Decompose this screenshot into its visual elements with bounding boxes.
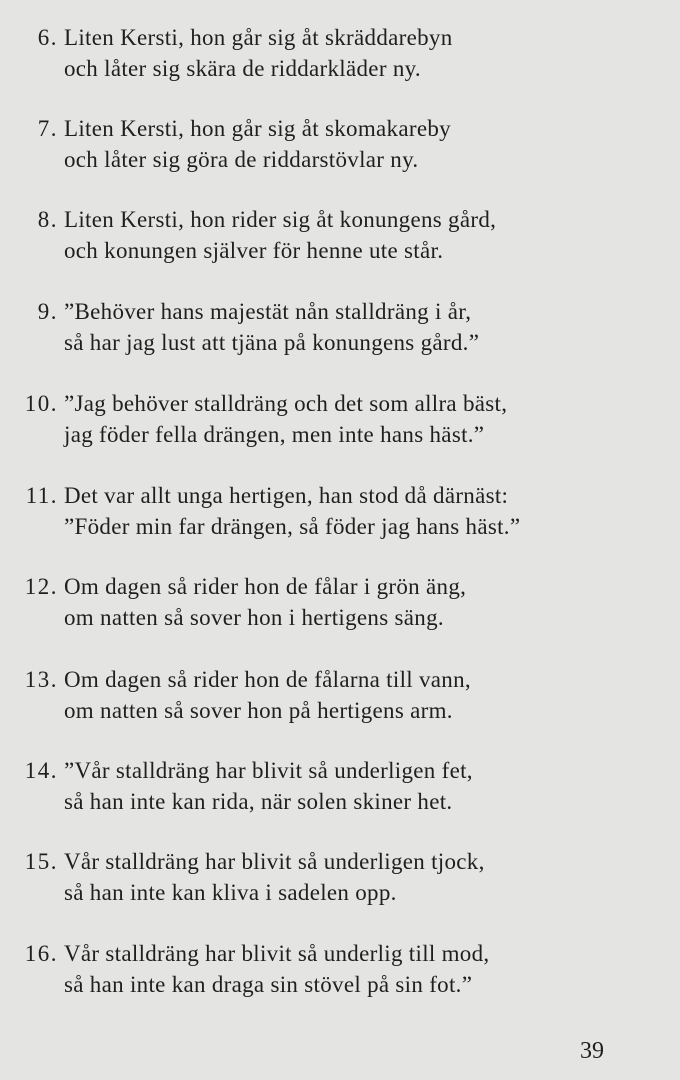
stanza-number: 7. <box>37 116 58 141</box>
verse-line: Om dagen så rider hon de fålarna till vann, <box>64 667 471 692</box>
stanza-number: 15. <box>24 849 58 874</box>
stanza-16 <box>0 938 680 1008</box>
stanza-12 <box>0 571 680 641</box>
verse-line: ”Behöver hans majestät nån stalldräng i år, <box>64 299 472 324</box>
stanza-15 <box>0 846 680 916</box>
stanza-number: 11. <box>25 483 58 508</box>
page-number: 39 <box>580 1038 604 1064</box>
verse-line: och låter sig göra de riddarstövlar ny. <box>64 147 419 172</box>
verse-line: och konungen själver för henne ute står. <box>64 238 444 263</box>
verse-line: om natten så sover hon i hertigens säng. <box>64 605 444 630</box>
verse-line: ”Jag behöver stalldräng och det som allra bäst, <box>64 391 508 416</box>
stanza-14 <box>0 755 680 825</box>
verse-line: Om dagen så rider hon de fålar i grön äng, <box>64 574 467 599</box>
stanza-13 <box>0 664 680 734</box>
stanza-10 <box>0 388 680 458</box>
stanza-number: 9. <box>37 299 58 324</box>
stanza-6 <box>0 22 680 92</box>
verse-line: ”Vår stalldräng har blivit så underligen fet, <box>64 758 473 783</box>
stanza-11 <box>0 480 680 550</box>
stanza-number: 6. <box>37 25 58 50</box>
stanza-number: 10. <box>24 391 58 416</box>
stanza-number: 13. <box>24 667 58 692</box>
verse-line: så han inte kan rida, när solen skiner het. <box>64 789 453 814</box>
verse-line: om natten så sover hon på hertigens arm. <box>64 698 453 723</box>
stanza-number: 8. <box>37 207 58 232</box>
verse-line: Liten Kersti, hon går sig åt skomakareby <box>64 116 451 141</box>
verse-line: och låter sig skära de riddarkläder ny. <box>64 56 421 81</box>
stanza-number: 14. <box>24 758 58 783</box>
verse-line: Liten Kersti, hon rider sig åt konungens gård, <box>64 207 497 232</box>
verse-line: Det var allt unga hertigen, han stod då därnäst: <box>64 483 509 508</box>
stanza-number: 12. <box>24 574 58 599</box>
verse-line: Vår stalldräng har blivit så underlig till mod, <box>64 941 490 966</box>
stanza-number: 16. <box>24 941 58 966</box>
stanza-7 <box>0 113 680 183</box>
verse-line: ”Föder min far drängen, så föder jag hans häst.” <box>64 514 521 539</box>
verse-line: jag föder fella drängen, men inte hans häst.” <box>64 422 485 447</box>
verse-line: så har jag lust att tjäna på konungens gård.” <box>64 330 480 355</box>
verse-line: Vår stalldräng har blivit så underligen tjock, <box>64 849 485 874</box>
verse-line: så han inte kan kliva i sadelen opp. <box>64 880 397 905</box>
stanza-8 <box>0 204 680 274</box>
stanza-9 <box>0 296 680 366</box>
verse-line: Liten Kersti, hon går sig åt skräddarebyn <box>64 25 453 50</box>
verse-line: så han inte kan draga sin stövel på sin fot.” <box>64 972 473 997</box>
